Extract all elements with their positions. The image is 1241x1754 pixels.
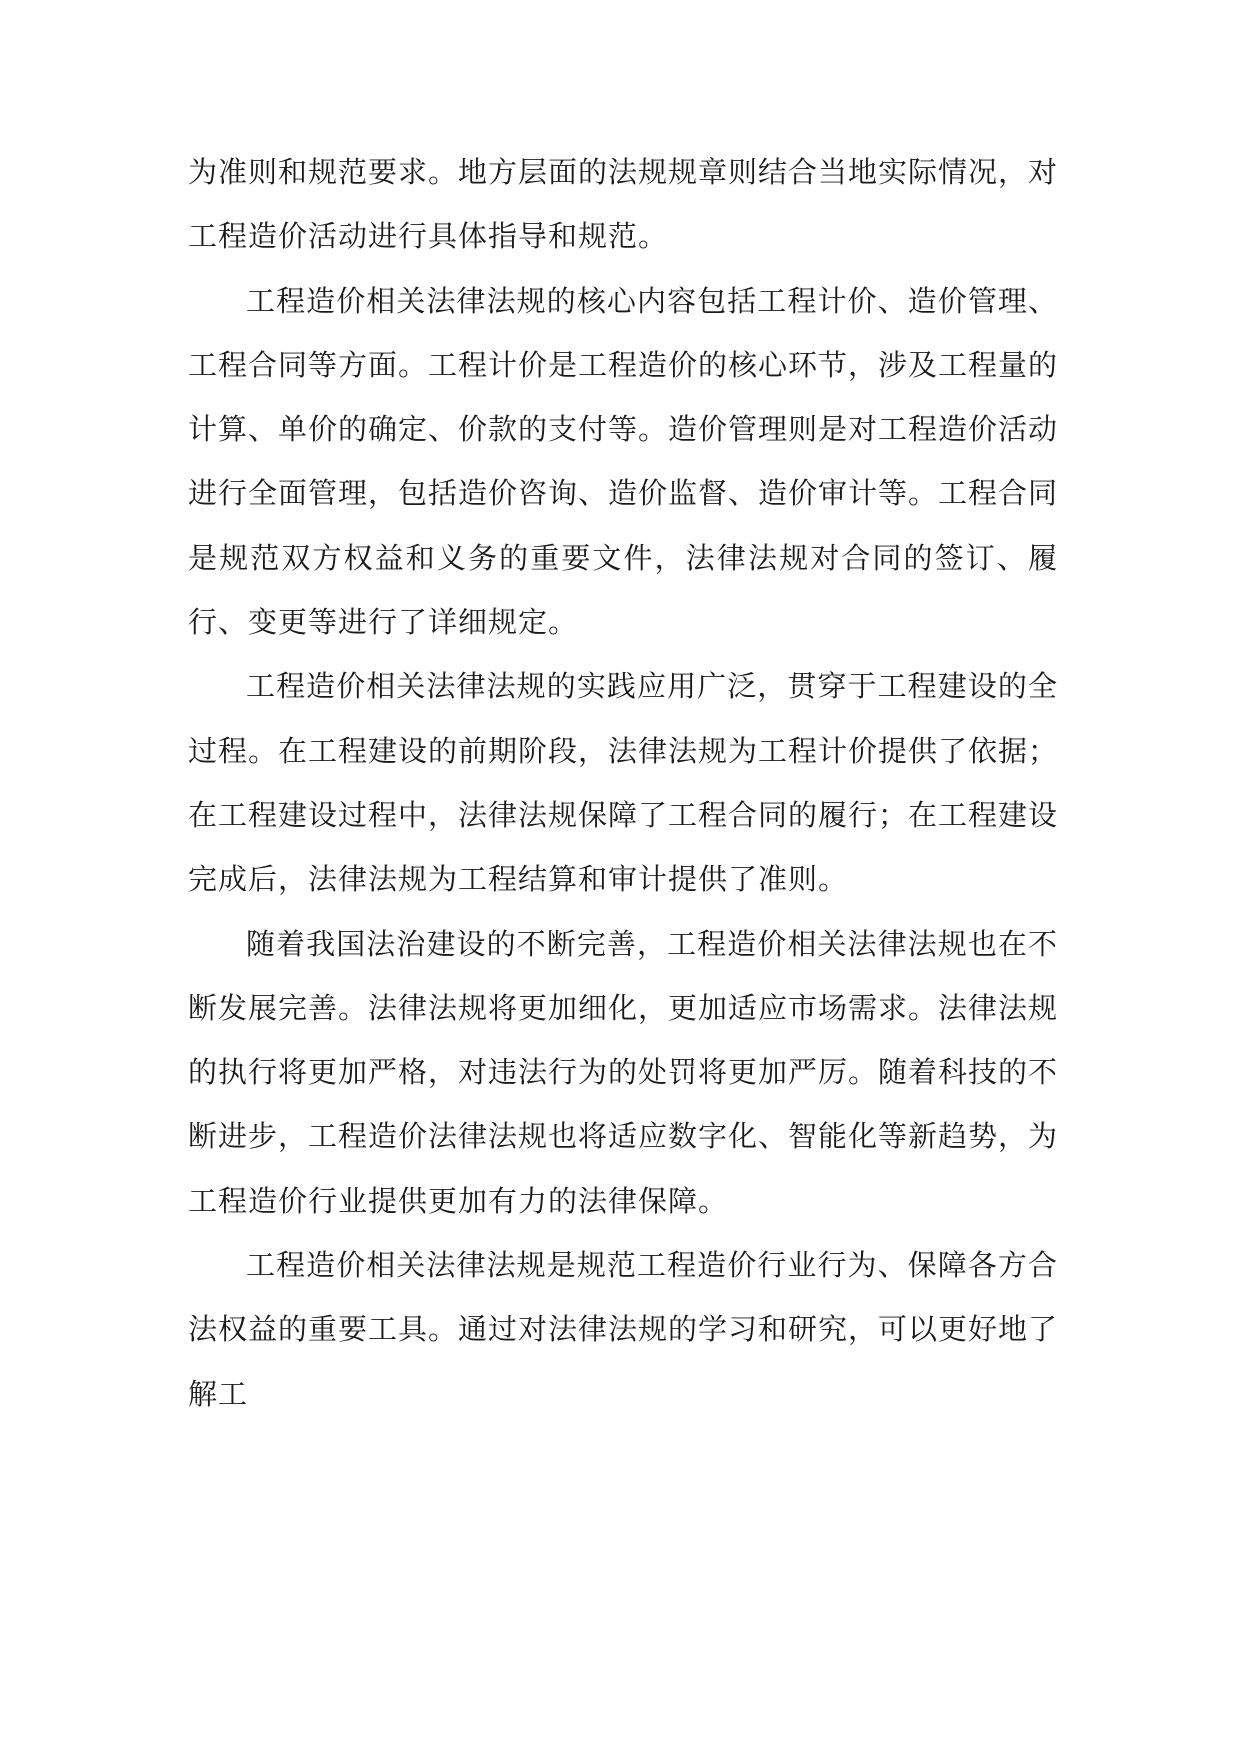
paragraph-core-content: 工程造价相关法律法规的核心内容包括工程计价、造价管理、工程合同等方面。工程计价是工程造价的核心环节，涉及工程量的计算、单价的确定、价款的支付等。造价管理则是对工程造价活动进行全面管理，包括造价咨询、造价监督、造价审计等。工程合同是规范双方权益和义务的重要文件，法律法规对合同的签订、履行、变更等进行了详细规定。 [188,283,1059,640]
document-body [188,140,1058,1426]
paragraph-development: 随着我国法治建设的不断完善，工程造价相关法律法规也在不断发展完善。法律法规将更加细化，更加适应市场需求。法律法规的执行将更加严格，对违法行为的处罚将更加严厉。随着科技的不断进步，工程造价法律法规也将适应数字化、智能化等新趋势，为工程造价行业提供更加有力的法律保障。 [188,926,1059,1218]
paragraph-conclusion: 工程造价相关法律法规是规范工程造价行业行为、保障各方合法权益的重要工具。通过对法律法规的学习和研究，可以更好地了解工 [188,1248,1059,1411]
paragraph-continuation: 为准则和规范要求。地方层面的法规规章则结合当地实际情况，对工程造价活动进行具体指导和规范。 [188,155,1059,254]
paragraph-practice-application: 工程造价相关法律法规的实践应用广泛，贯穿于工程建设的全过程。在工程建设的前期阶段，法律法规为工程计价提供了依据；在工程建设过程中，法律法规保障了工程合同的履行；在工程建设完成后，法律法规为工程结算和审计提供了准则。 [188,669,1059,897]
